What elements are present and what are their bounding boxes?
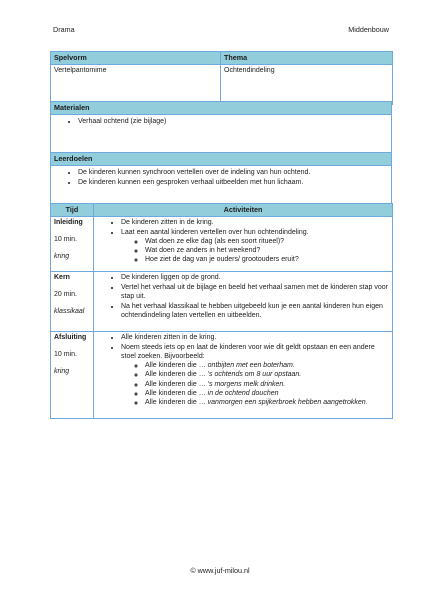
activity-subitem: ◦ Alle kinderen die … vanmorgen een spijkerbroek hebben aangetrokken. [145, 398, 389, 407]
info-table [50, 51, 393, 105]
leerdoel-item: • De kinderen kunnen een gesproken verhaal uitbeelden met hun lichaam. [78, 178, 388, 187]
activity-item: • Na het verhaal klassikaal te hebben uitgebeeld kun je een aantal kinderen hun eigen ochtendindeling laten vertellen en uitbeelden. [121, 302, 389, 320]
leerdoelen-content [51, 165, 392, 208]
kern-title: Kern [54, 273, 70, 281]
afsluiting-time: 10 min. [54, 350, 77, 358]
tijd-heading: Tijd [51, 204, 94, 217]
inleiding-activities [94, 216, 393, 271]
activity-item: • Alle kinderen zitten in de kring. [121, 333, 389, 342]
kern-activities [94, 271, 393, 331]
leerdoelen-table [50, 152, 392, 209]
activiteiten-heading: Activiteiten [94, 204, 393, 217]
kern-group: klassikaal [54, 307, 85, 315]
activity-subitem: ◦ Alle kinderen die … 's morgens melk drinken. [145, 380, 389, 389]
activity-item: • Vertel het verhaal uit de bijlage en beeld het verhaal samen met de kinderen stap voor stap uit. [121, 283, 389, 301]
level-label: Middenbouw [348, 25, 389, 34]
inleiding-cell [51, 216, 94, 271]
materialen-item: • Verhaal ochtend (zie bijlage) [78, 117, 388, 126]
afsluiting-activities [94, 331, 393, 418]
schedule-table [50, 203, 393, 419]
leerdoelen-heading: Leerdoelen [51, 153, 392, 166]
kern-cell [51, 271, 94, 331]
materialen-heading: Materialen [51, 102, 392, 115]
thema-value: Ochtendindeling [221, 64, 393, 104]
activity-subitem: ◦ Wat doen ze elke dag (als een soort ritueel)? [145, 237, 389, 246]
activity-item: • De kinderen liggen op de grond. [121, 273, 389, 282]
afsluiting-title: Afsluiting [54, 333, 87, 341]
footer-copyright: © www.juf-milou.nl [190, 566, 250, 575]
inleiding-time: 10 min. [54, 235, 77, 243]
kern-time: 20 min. [54, 290, 77, 298]
activity-subitem: ◦ Hoe ziet de dag van je ouders/ grootouders eruit? [145, 255, 389, 264]
activity-subitem: ◦ Alle kinderen die … ontbijten met een boterham. [145, 361, 389, 370]
activity-subitem: ◦ Alle kinderen die … 's ochtends om 8 uur opstaan. [145, 370, 389, 379]
materialen-content [51, 114, 392, 155]
activity-subitem: ◦ Wat doen ze anders in het weekend? [145, 246, 389, 255]
inleiding-group: kring [54, 252, 70, 260]
materialen-table [50, 101, 392, 156]
spelvorm-heading: Spelvorm [51, 52, 221, 65]
spelvorm-value: Vertelpantomime [51, 64, 221, 104]
activity-subitem: ◦ Alle kinderen die … in de ochtend douchen [145, 389, 389, 398]
afsluiting-cell [51, 331, 94, 418]
subject-label: Drama [53, 25, 75, 34]
activity-item: • De kinderen zitten in de kring. [121, 218, 389, 227]
thema-heading: Thema [221, 52, 393, 65]
inleiding-title: Inleiding [54, 218, 83, 226]
activity-item: • Laat een aantal kinderen vertellen over hun ochtendindeling. ◦ Wat doen ze elke dag (als een soort ritueel)? ◦ Wat doen ze anders in het weekend? ◦ Hoe ziet de dag van je ouders/ grootouders eruit? [121, 228, 389, 265]
activity-item: • Noem steeds iets op en laat de kinderen voor wie dit geldt opstaan en een andere stoel zoeken. Bijvoorbeeld: ◦ Alle kinderen die … ontbijten met een boterham. ◦ Alle kinderen die … 's ochtends om 8 uur opstaan. ◦ Alle kinderen die … 's morgens melk drinken. ◦ Alle kinderen die … in de ochtend douchen ◦ Alle kinderen die … vanmorgen een spijkerbroek hebben aangetrokken. [121, 343, 389, 408]
afsluiting-group: kring [54, 367, 70, 375]
leerdoel-item: • De kinderen kunnen synchroon vertellen over de indeling van hun ochtend. [78, 168, 388, 177]
